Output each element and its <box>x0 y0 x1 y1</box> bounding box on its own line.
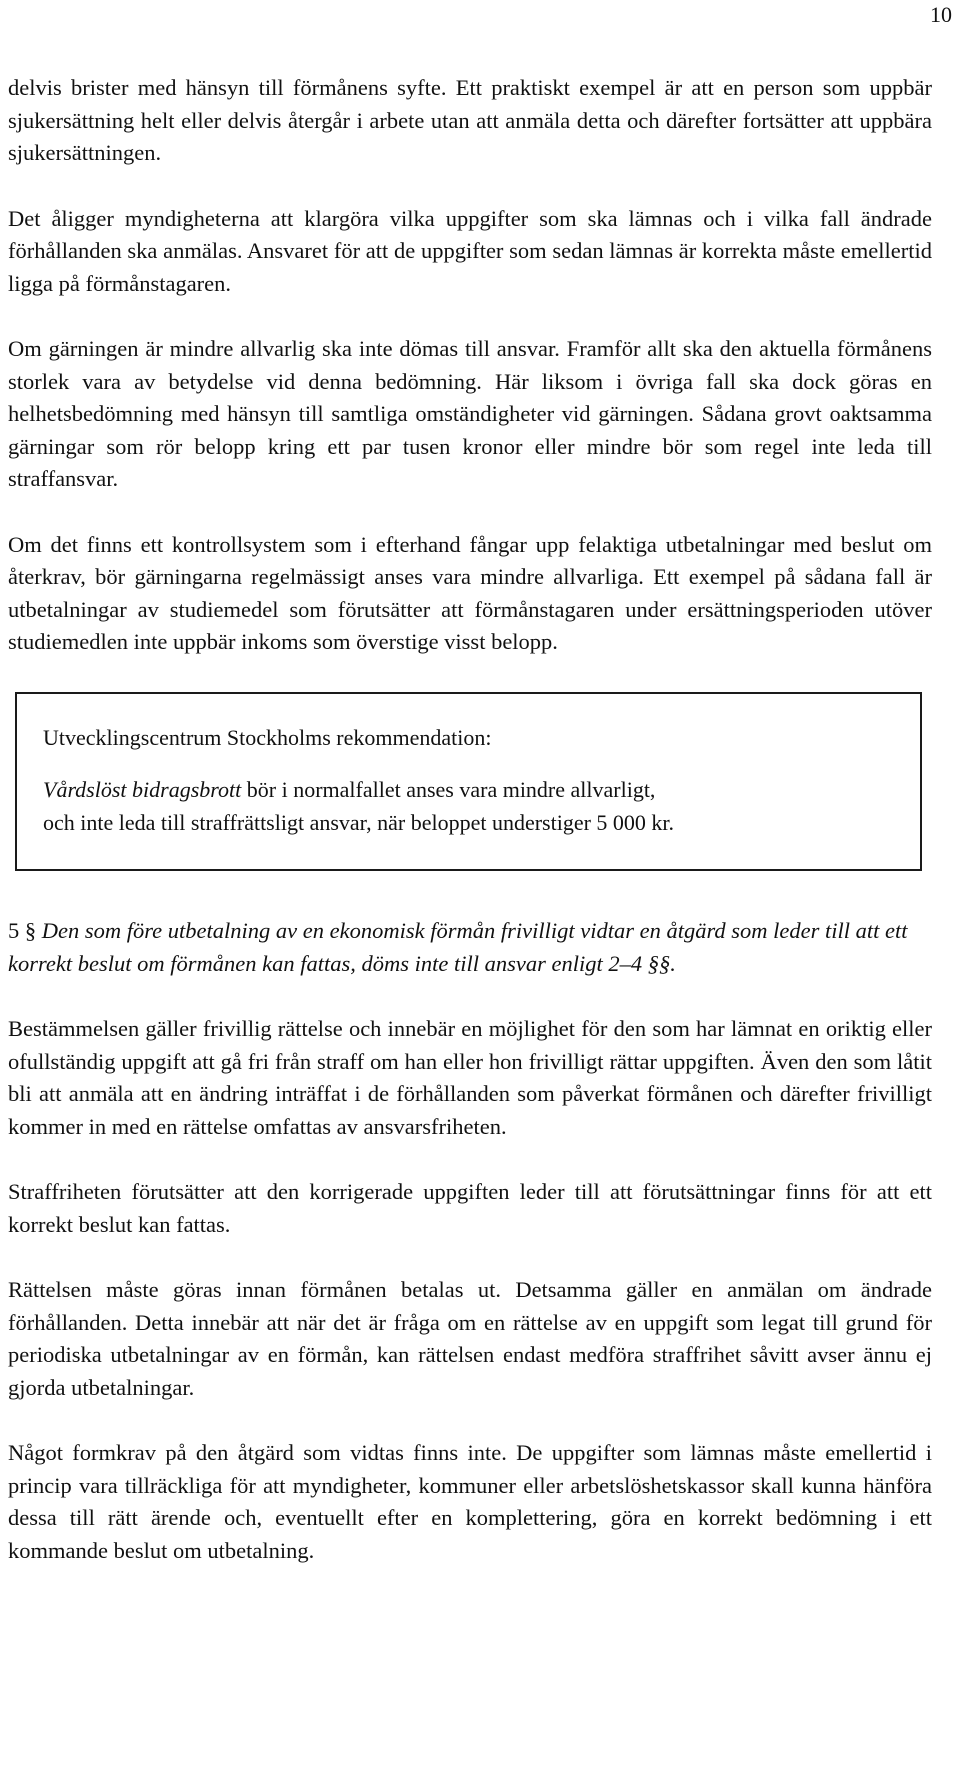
paragraph: Om gärningen är mindre allvarlig ska inte dömas till ansvar. Framför allt ska den aktuella förmånens storlek vara av betydelse vid denna bedömning. Här liksom i övriga fall ska dock göras en helhetsbedömning med hänsyn till samtliga omständigheter vid gärningen. Sådana grovt oaktsamma gärningar som rör belopp kring ett par tusen kronor eller mindre bör som regel inte leda till straffansvar. <box>8 336 932 491</box>
law-text: Den som före utbetalning av en ekonomisk förmån frivilligt vidtar en åtgärd som leder till att ett korrekt beslut om förmånen kan fattas, döms inte till ansvar enligt 2–4 §§. <box>8 918 908 976</box>
page-number: 10 <box>930 2 952 27</box>
paragraph: delvis brister med hänsyn till förmånens syfte. Ett praktiskt exempel är att en person som uppbär sjukersättning helt eller delvis återgår i arbete utan att anmäla detta och därefter fortsätter att uppbära sjukersättningen. <box>8 75 932 165</box>
paragraph: Om det finns ett kontrollsystem som i efterhand fångar upp felaktiga utbetalningar med beslut om återkrav, bör gärningarna regelmässigt anses vara mindre allvarliga. Ett exempel på sådana fall är utbetalningar av studiemedel som förutsätter att förmånstagaren under ersättningsperioden utöver studiemedlen inte uppbär inkoms som överstige visst belopp. <box>8 531 932 654</box>
paragraph: Straffriheten förutsätter att den korrigerade uppgiften leder till att förutsättningar finns för att ett korrekt beslut kan fattas. <box>8 1179 932 1237</box>
paragraph: Rättelsen måste göras innan förmånen betalas ut. Detsamma gäller en anmälan om ändrade förhållanden. Detta innebär att när det är fråga om en rättelse av en uppgift som legat till grund för periodiska utbetalningar av en förmån, kan rättelsen endast medföra straffrihet såvitt avser ännu ej gjorda utbetalningar. <box>8 1277 932 1400</box>
recommendation-line2: och inte leda till straffrättsligt ansvar, när beloppet understiger 5 000 kr. <box>43 809 675 835</box>
document-body <box>8 72 932 1600</box>
paragraph: Något formkrav på den åtgärd som vidtas finns inte. De uppgifter som lämnas måste emellertid i princip vara tillräckliga för att myndigheter, kommuner eller arbetslöshetskassor skall kunna hänföra dessa till rätt ärende och, eventuellt efter en komplettering, göra en korrekt bedömning i ett kommande beslut om utbetalning. <box>8 1440 932 1563</box>
recommendation-line1: bör i normalfallet anses vara mindre allvarligt, <box>241 777 656 802</box>
paragraph: Det åligger myndigheterna att klargöra vilka uppgifter som ska lämnas och i vilka fall ändrade förhållanden ska anmälas. Ansvaret för att de uppgifter som sedan lämnas är korrekta måste emellertid ligga på förmånstagaren. <box>8 205 932 296</box>
section-sign: § <box>24 918 37 943</box>
recommendation-box <box>15 692 922 872</box>
paragraph: Bestämmelsen gäller frivillig rättelse och innebär en möjlighet för den som har lämnat en oriktig eller ofullständig uppgift att gå fri från straff om han eller hon frivilligt rättar uppgiften. Även den som låtit bli att anmäla att en ändring inträffat i de förhållanden som påverkat förmånen och därefter frivilligt kommer in med en rättelse omfattas av ansvarsfriheten. <box>8 1016 932 1139</box>
recommendation-term: Vårdslöst bidragsbrott <box>43 777 242 802</box>
recommendation-heading: Utvecklingscentrum Stockholms rekommendation: <box>43 724 492 750</box>
section-number: 5 <box>8 918 20 943</box>
law-section <box>8 915 932 980</box>
recommendation-text <box>43 774 896 839</box>
